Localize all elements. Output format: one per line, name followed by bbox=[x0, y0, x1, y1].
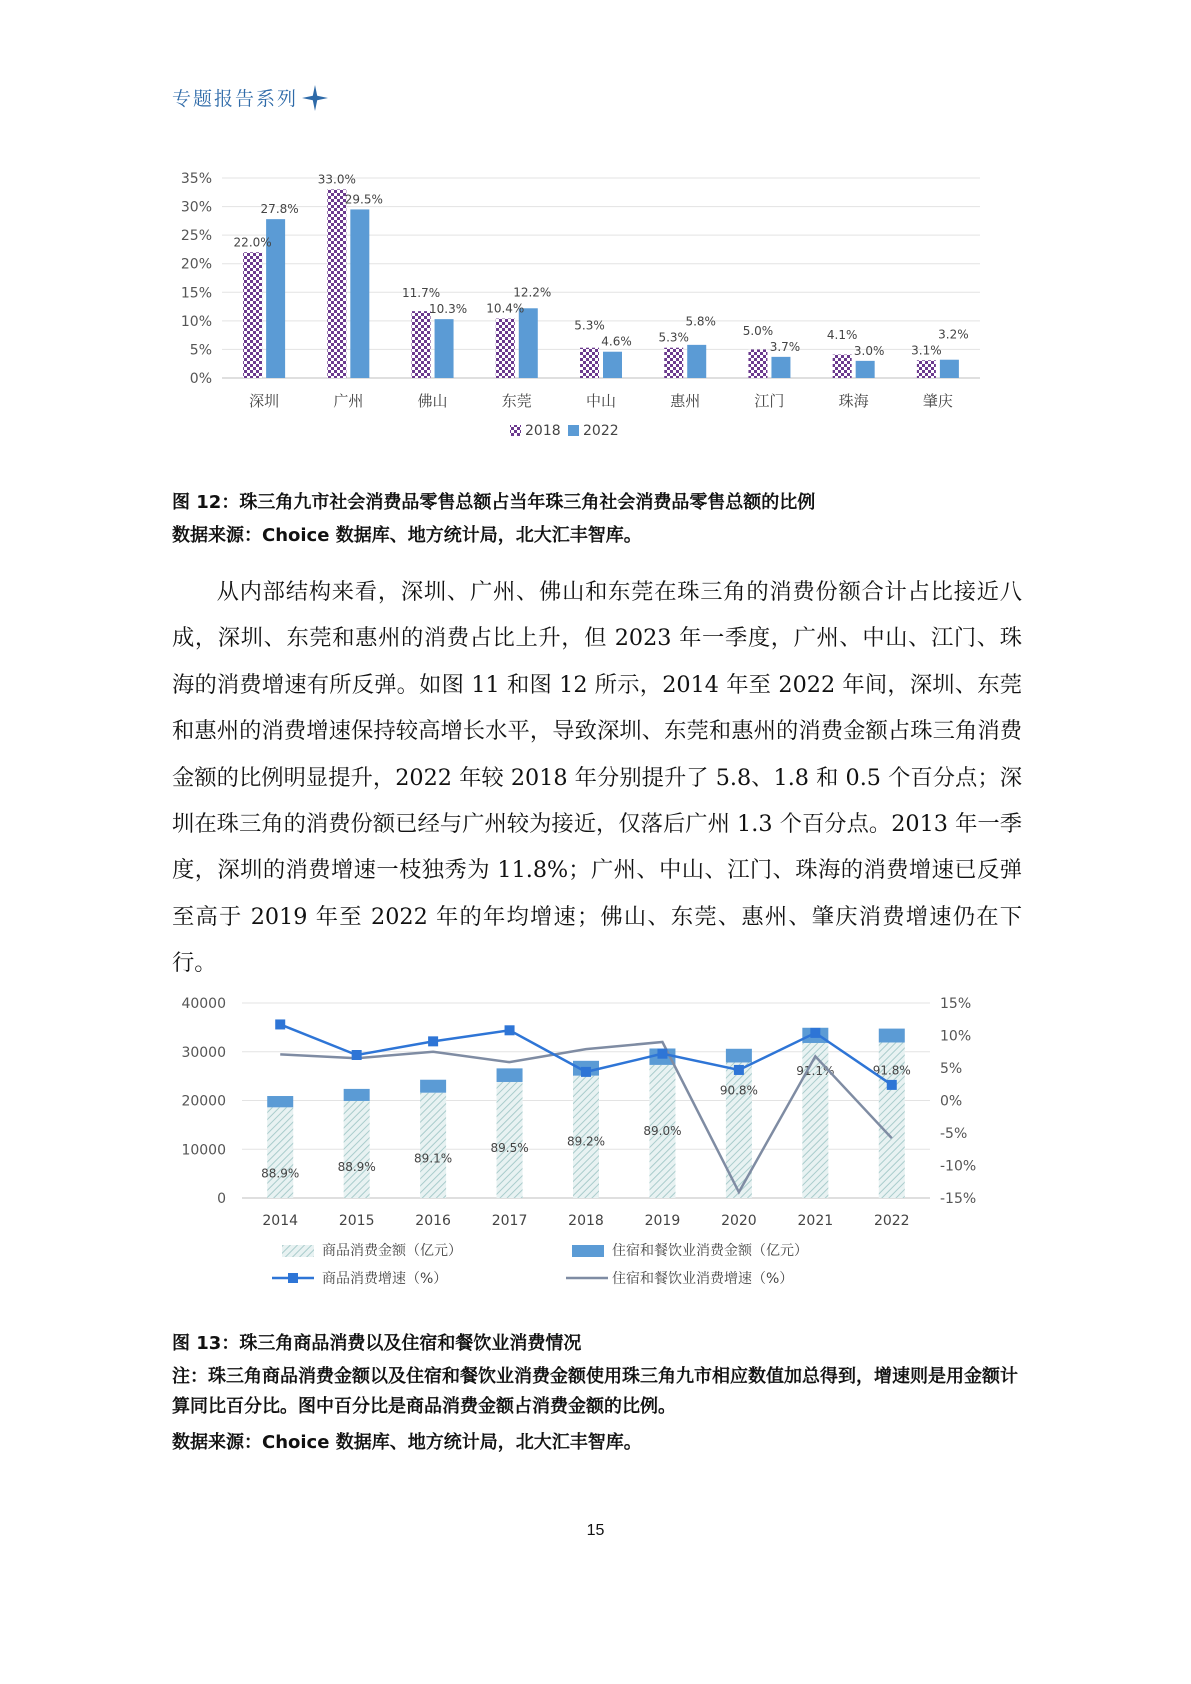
bar-2022 bbox=[350, 209, 369, 378]
x-tick-label: 珠海 bbox=[838, 392, 869, 410]
figure12-source: 数据来源：Choice 数据库、地方统计局，北大汇丰智库。 bbox=[172, 525, 642, 546]
figure13-source: 数据来源：Choice 数据库、地方统计局，北大汇丰智库。 bbox=[172, 1432, 642, 1453]
data-label-2022: 3.2% bbox=[938, 327, 969, 342]
data-label-2018: 11.7% bbox=[401, 286, 441, 301]
x-tick-label: 2022 bbox=[873, 1213, 910, 1229]
data-label-2022: 29.5% bbox=[344, 192, 383, 207]
left-tick-label: 10000 bbox=[181, 1142, 226, 1159]
data-label-2022: 3.0% bbox=[853, 343, 885, 358]
left-tick-label: 40000 bbox=[181, 996, 226, 1012]
x-tick-label: 2017 bbox=[491, 1213, 528, 1229]
legend-swatch-goods bbox=[282, 1245, 314, 1257]
legend-label-catering-growth: 住宿和餐饮业消费增速（%） bbox=[612, 1271, 794, 1287]
x-tick-label: 肇庆 bbox=[922, 392, 953, 410]
right-tick-label: -15% bbox=[940, 1191, 977, 1207]
body-text bbox=[172, 569, 1022, 987]
sparkle-icon bbox=[302, 85, 328, 111]
figure12-chart bbox=[172, 160, 1002, 460]
right-tick-label: 0% bbox=[940, 1093, 963, 1110]
right-tick-label: -5% bbox=[940, 1126, 968, 1142]
figure13-chart bbox=[172, 995, 1032, 1315]
data-label-2018: 4.1% bbox=[826, 327, 858, 342]
bar-2018 bbox=[580, 348, 599, 378]
share-label: 91.8% bbox=[872, 1063, 911, 1078]
goods-growth-marker bbox=[275, 1019, 285, 1029]
x-tick-label: 2016 bbox=[415, 1213, 451, 1229]
goods-growth-marker bbox=[734, 1065, 744, 1075]
data-label-2018: 5.0% bbox=[742, 323, 774, 338]
x-tick-label: 惠州 bbox=[670, 392, 701, 410]
left-tick-label: 20000 bbox=[181, 1093, 226, 1110]
x-tick-label: 佛山 bbox=[417, 392, 448, 410]
bar-2022 bbox=[856, 361, 875, 378]
data-label-2018: 33.0% bbox=[317, 172, 356, 187]
x-tick-label: 2019 bbox=[644, 1213, 681, 1229]
x-tick-label: 2020 bbox=[721, 1213, 757, 1229]
y-tick-label: 0% bbox=[189, 371, 212, 387]
data-label-2022: 12.2% bbox=[513, 285, 552, 300]
share-label: 88.9% bbox=[261, 1166, 300, 1181]
y-tick-label: 25% bbox=[180, 228, 212, 245]
goods-bar bbox=[420, 1093, 446, 1198]
right-tick-label: -10% bbox=[940, 1158, 977, 1175]
catering-bar bbox=[267, 1096, 293, 1107]
goods-growth-marker bbox=[505, 1025, 515, 1035]
legend-label-catering: 住宿和餐饮业消费金额（亿元） bbox=[612, 1243, 808, 1259]
x-tick-label: 中山 bbox=[585, 392, 617, 410]
catering-bar bbox=[497, 1068, 523, 1082]
figure13-note: 注：珠三角商品消费金额以及住宿和餐饮业消费金额使用珠三角九市相应数值加总得到，增速则是用金额计算同比百分比。图中百分比是商品消费金额占消费金额的比例。 bbox=[172, 1366, 1018, 1417]
goods-growth-marker bbox=[428, 1036, 438, 1046]
right-tick-label: 5% bbox=[940, 1061, 963, 1077]
x-tick-label: 东莞 bbox=[501, 392, 532, 410]
left-tick-label: 30000 bbox=[181, 1044, 226, 1061]
legend-swatch-2018 bbox=[510, 425, 521, 436]
y-tick-label: 30% bbox=[180, 199, 212, 216]
legend-label-goods-growth: 商品消费增速（%） bbox=[322, 1271, 448, 1287]
bar-2022 bbox=[771, 357, 790, 378]
goods-growth-marker bbox=[887, 1080, 897, 1090]
figure12-svg bbox=[172, 160, 1002, 460]
figure13-caption: 图 13：珠三角商品消费以及住宿和餐饮业消费情况 bbox=[172, 1333, 582, 1354]
left-tick-label: 0 bbox=[217, 1191, 226, 1207]
goods-bar bbox=[267, 1107, 293, 1198]
right-tick-label: 10% bbox=[940, 1028, 972, 1045]
data-label-2022: 27.8% bbox=[260, 202, 299, 217]
legend-swatch-catering bbox=[572, 1245, 604, 1257]
figure12-caption: 图 12：珠三角九市社会消费品零售总额占当年珠三角社会消费品零售总额的比例 bbox=[172, 492, 816, 513]
goods-growth-marker bbox=[581, 1067, 591, 1077]
legend-label-goods: 商品消费金额（亿元） bbox=[322, 1243, 462, 1259]
bar-2018 bbox=[327, 189, 346, 378]
data-label-2022: 3.7% bbox=[769, 339, 801, 354]
bar-2018 bbox=[748, 349, 767, 378]
bar-2022 bbox=[687, 345, 706, 378]
bar-2022 bbox=[603, 352, 622, 378]
page-number: 15 bbox=[586, 1522, 605, 1539]
catering-bar bbox=[879, 1029, 905, 1043]
figure13-svg bbox=[172, 995, 1032, 1315]
legend-marker-goods-growth bbox=[288, 1273, 298, 1283]
y-tick-label: 15% bbox=[180, 285, 212, 302]
legend-label-2022: 2022 bbox=[583, 423, 619, 439]
catering-bar bbox=[420, 1080, 446, 1093]
data-label-2018: 5.3% bbox=[658, 330, 689, 345]
goods-growth-marker bbox=[352, 1050, 362, 1060]
bar-2018 bbox=[496, 319, 515, 378]
bar-2018 bbox=[833, 355, 852, 378]
x-tick-label: 2018 bbox=[568, 1213, 604, 1229]
data-label-2018: 22.0% bbox=[233, 235, 272, 250]
x-tick-label: 2021 bbox=[797, 1213, 834, 1229]
data-label-2022: 5.8% bbox=[685, 314, 716, 329]
data-label-2018: 3.1% bbox=[911, 343, 942, 358]
catering-bar bbox=[344, 1089, 370, 1101]
y-tick-label: 35% bbox=[180, 171, 212, 187]
bar-2018 bbox=[917, 360, 936, 378]
goods-bar bbox=[344, 1101, 370, 1198]
goods-growth-marker bbox=[810, 1028, 820, 1038]
share-label: 89.5% bbox=[490, 1140, 529, 1155]
bar-2022 bbox=[435, 319, 454, 378]
share-label: 88.9% bbox=[337, 1159, 376, 1174]
goods-growth-marker bbox=[657, 1049, 667, 1059]
catering-bar bbox=[726, 1049, 752, 1063]
legend-swatch-2022 bbox=[568, 425, 579, 436]
share-label: 89.2% bbox=[566, 1134, 606, 1149]
share-label: 90.8% bbox=[719, 1083, 758, 1098]
x-tick-label: 深圳 bbox=[249, 392, 280, 410]
share-label: 89.0% bbox=[643, 1123, 682, 1138]
legend-label-2018: 2018 bbox=[525, 423, 561, 439]
data-label-2022: 4.6% bbox=[601, 334, 632, 349]
body-paragraph: 从内部结构来看，深圳、广州、佛山和东莞在珠三角的消费份额合计占比接近八成，深圳、东莞和惠州的消费占比上升，但 2023 年一季度，广州、中山、江门、珠海的消费增速有所反弹。如图 11 和图 12 所示，2014 年至 2022 年间，深圳、东莞和惠州的消费增速保持较高增长水平，导致深圳、东莞和惠州的消费金额占珠三角消费金额的比例明显提升，2022 年较 2018 年分别提升了 5.8、1.8 和 0.5 个百分点；深圳在珠三角的消费份额已经与广州较为接近，仅落后广州 1.3 个百分点。2013 年一季度，深圳的消费增速一枝独秀为 11.8%；广州、中山、江门、珠海的消费增速已反弹至高于 2019 年至 2022 年的年均增速；佛山、东莞、惠州、肇庆消费增速仍在下行。 bbox=[172, 579, 1022, 977]
x-tick-label: 2015 bbox=[338, 1213, 375, 1229]
bar-2022 bbox=[519, 308, 538, 378]
right-tick-label: 15% bbox=[940, 996, 972, 1012]
y-tick-label: 20% bbox=[180, 256, 212, 273]
data-label-2018: 5.3% bbox=[574, 318, 605, 333]
y-tick-label: 5% bbox=[189, 342, 212, 359]
share-label: 91.1% bbox=[796, 1063, 835, 1078]
x-tick-label: 2014 bbox=[262, 1213, 299, 1229]
report-series-header bbox=[172, 84, 328, 111]
bar-2018 bbox=[412, 311, 431, 378]
x-tick-label: 广州 bbox=[333, 392, 364, 410]
bar-2018 bbox=[664, 348, 683, 378]
share-label: 89.1% bbox=[414, 1151, 453, 1166]
header-title: 专题报告系列 bbox=[172, 88, 299, 110]
data-label-2018: 10.4% bbox=[486, 301, 525, 316]
x-tick-label: 江门 bbox=[754, 392, 785, 410]
data-label-2022: 10.3% bbox=[428, 302, 468, 317]
bar-2018 bbox=[243, 252, 262, 378]
y-tick-label: 10% bbox=[180, 313, 212, 330]
bar-2022 bbox=[940, 360, 959, 378]
